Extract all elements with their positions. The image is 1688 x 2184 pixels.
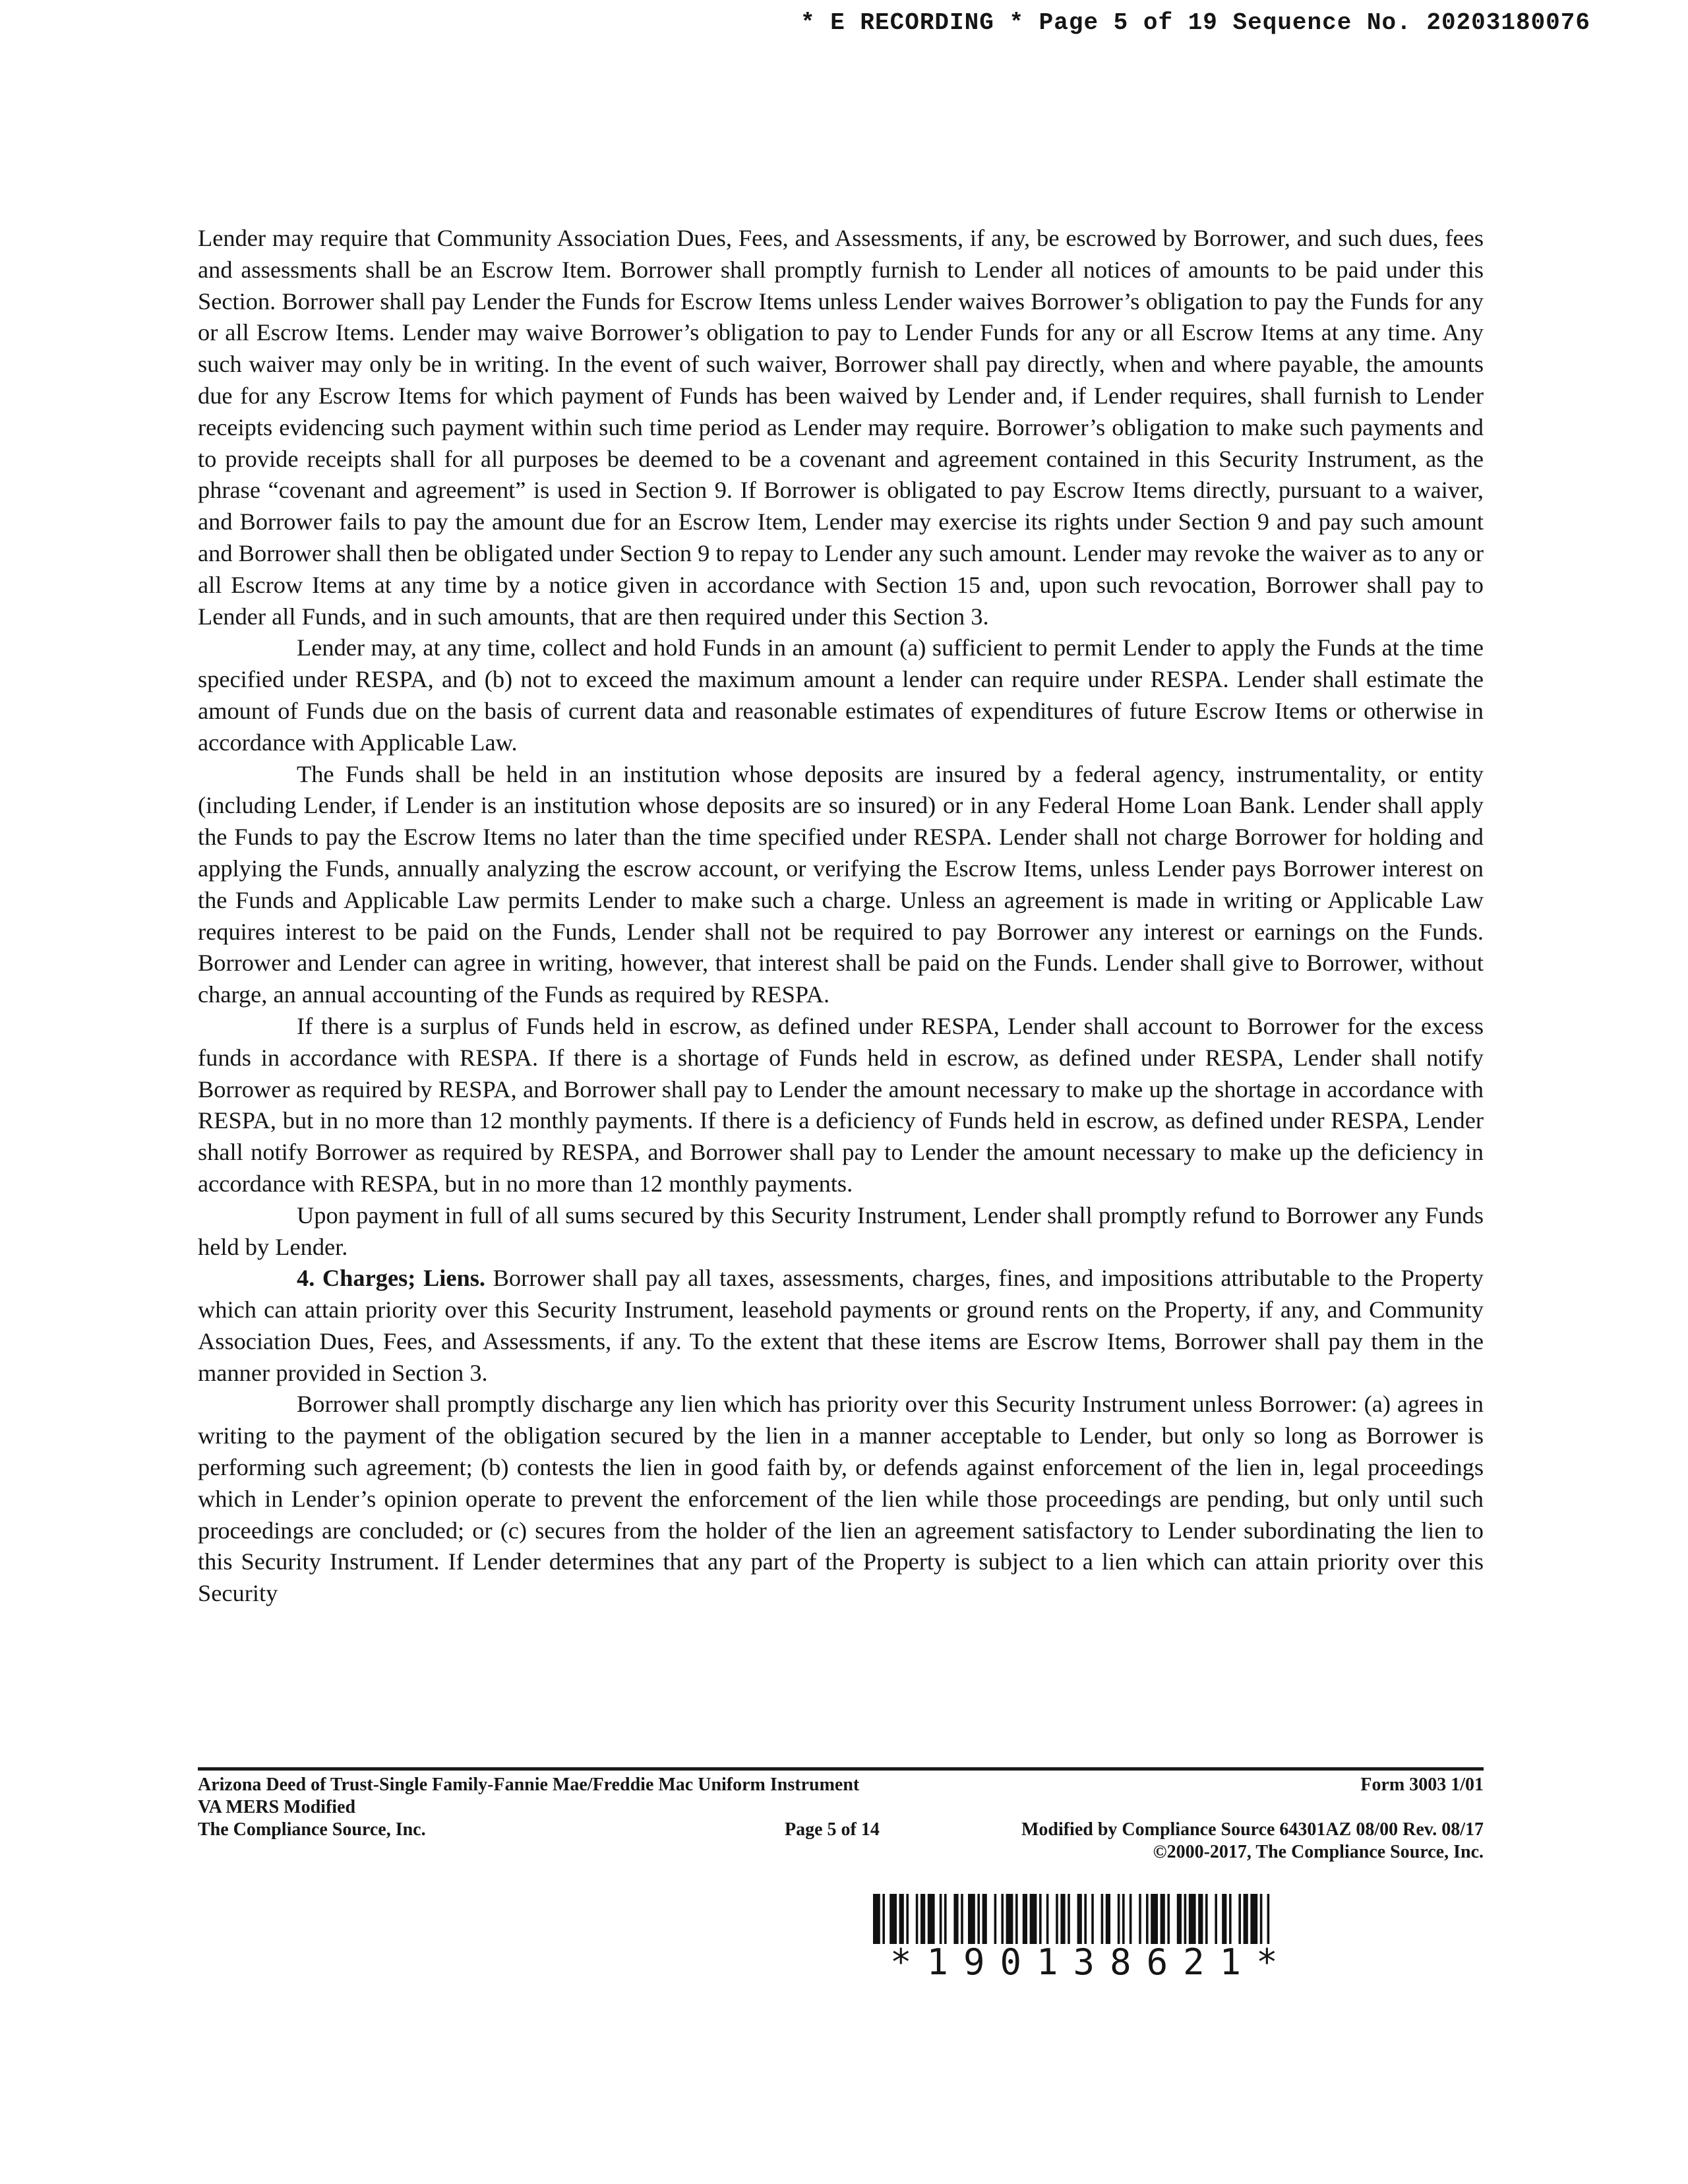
footer-rule [198,1767,1484,1771]
barcode-bars [870,1894,1477,1944]
paragraph-refund: Upon payment in full of all sums secured by this Security Instrument, Lender shall promptly refund to Borrower any Funds held by Lender. [198,1201,1484,1260]
recording-header: * E RECORDING * Page 5 of 19 Sequence No. 20203180076 [800,9,1590,36]
footer-copyright: ©2000-2017, The Compliance Source, Inc. [1153,1842,1484,1862]
paragraph-surplus: If there is a surplus of Funds held in escrow, as defined under RESPA, Lender shall account to Borrower for the excess funds in accordance with RESPA. If there is a shortage of Funds held in escrow, as defined under RESPA, Lender shall notify Borrower as required by RESPA, and Borrower shall pay to Lender the amount necessary to make up the shortage in accordance with RESPA, but in no more than 12 monthly payments. If there is a deficiency of Funds held in escrow, as defined under RESPA, Lender shall notify Borrower as required by RESPA, and Borrower shall pay to Lender the amount necessary to make up the deficiency in accordance with RESPA, but in no more than 12 monthly payments. [198,1012,1484,1197]
document-body [198,223,1484,1610]
paragraph-discharge-lien: Borrower shall promptly discharge any lien which has priority over this Security Instrument unless Borrower: (a) agrees in writing to the payment of the obligation secured by the lien in a manner acceptable to Lender, but only so long as Borrower is performing such agreement; (b) contests the lien in good faith by, or defends against enforcement of the lien in, legal proceedings which in Lender’s opinion operate to prevent the enforcement of the lien while those proceedings are pending, but only until such proceedings are concluded; or (c) secures from the holder of the lien an agreement satisfactory to Lender subordinating the lien to this Security Instrument. If Lender determines that any part of the Property is subject to a lien which can attain priority over this Security [198,1391,1484,1607]
footer-left-block [198,1774,859,1841]
paragraph-funds-held: The Funds shall be held in an institution whose deposits are insured by a federal agency, instrumentality, or entity (including Lender, if Lender is an institution whose deposits are so insured) or in any Federal Home Loan Bank. Lender shall apply the Funds to pay the Escrow Items no later than the time specified under RESPA. Lender shall not charge Borrower for holding and applying the Funds, annually analyzing the escrow account, or verifying the Escrow Items, unless Lender pays Borrower interest on the Funds and Applicable Law permits Lender to make such a charge. Unless an agreement is made in writing or Applicable Law requires interest to be paid on the Funds, Lender shall not be required to pay Borrower any interest or earnings on the Funds. Borrower and Lender can agree in writing, however, that interest shall be paid on the Funds. Lender shall give to Borrower, without charge, an annual accounting of the Funds as required by RESPA. [198,760,1484,1008]
section-4-heading: 4. Charges; Liens. [297,1265,486,1292]
footer-modified-by: Modified by Compliance Source 64301AZ 08/00 Rev. 08/17 [1021,1819,1484,1840]
barcode-number: *190138621* [890,1941,1293,1983]
footer-form-number: Form 3003 1/01 [1360,1774,1484,1795]
section-4-paragraph [198,1263,1484,1389]
section-4-text: Borrower shall pay all taxes, assessments, charges, fines, and impositions attributable to the Property which can attain priority over this Security Instrument, leasehold payments or ground rents on the Property, if any, and Community Association Dues, Fees, and Assessments, if any. To the extent that these items are Escrow Items, Borrower shall pay them in the manner provided in Section 3. [198,1265,1484,1386]
barcode [870,1894,1477,1983]
footer-instrument-title: Arizona Deed of Trust-Single Family-Fannie Mae/Freddie Mac Uniform Instrument [198,1774,860,1795]
footer-page-number: Page 5 of 14 [785,1819,880,1840]
footer-modified-block [1021,1819,1484,1864]
footer-company: The Compliance Source, Inc. [198,1819,426,1840]
footer-va-mers: VA MERS Modified [198,1797,356,1817]
paragraph-collect-funds: Lender may, at any time, collect and hold Funds in an amount (a) sufficient to permit Lender to apply the Funds at the time specified under RESPA, and (b) not to exceed the maximum amount a lender can require under RESPA. Lender shall estimate the amount of Funds due on the basis of current data and reasonable estimates of expenditures of future Escrow Items or otherwise in accordance with Applicable Law. [198,634,1484,756]
paragraph-escrow-dues: Lender may require that Community Association Dues, Fees, and Assessments, if any, be escrowed by Borrower, and such dues, fees and assessments shall be an Escrow Item. Borrower shall promptly furnish to Lender all notices of amounts to be paid under this Section. Borrower shall pay Lender the Funds for Escrow Items unless Lender waives Borrower’s obligation to pay the Funds for any or all Escrow Items. Lender may waive Borrower’s obligation to pay to Lender Funds for any or all Escrow Items at any time. Any such waiver may only be in writing. In the event of such waiver, Borrower shall pay directly, when and where payable, the amounts due for any Escrow Items for which payment of Funds has been waived by Lender and, if Lender requires, shall furnish to Lender receipts evidencing such payment within such time period as Lender may require. Borrower’s obligation to make such payments and to provide receipts shall for all purposes be deemed to be a covenant and agreement contained in this Security Instrument, as the phrase “covenant and agreement” is used in Section 9. If Borrower is obligated to pay Escrow Items directly, pursuant to a waiver, and Borrower fails to pay the amount due for an Escrow Item, Lender may exercise its rights under Section 9 and pay such amount and Borrower shall then be obligated under Section 9 to repay to Lender any such amount. Lender may revoke the waiver as to any or all Escrow Items at any time by a notice given in accordance with Section 15 and, upon such revocation, Borrower shall pay to Lender all Funds, and in such amounts, that are then required under this Section 3. [198,225,1484,630]
